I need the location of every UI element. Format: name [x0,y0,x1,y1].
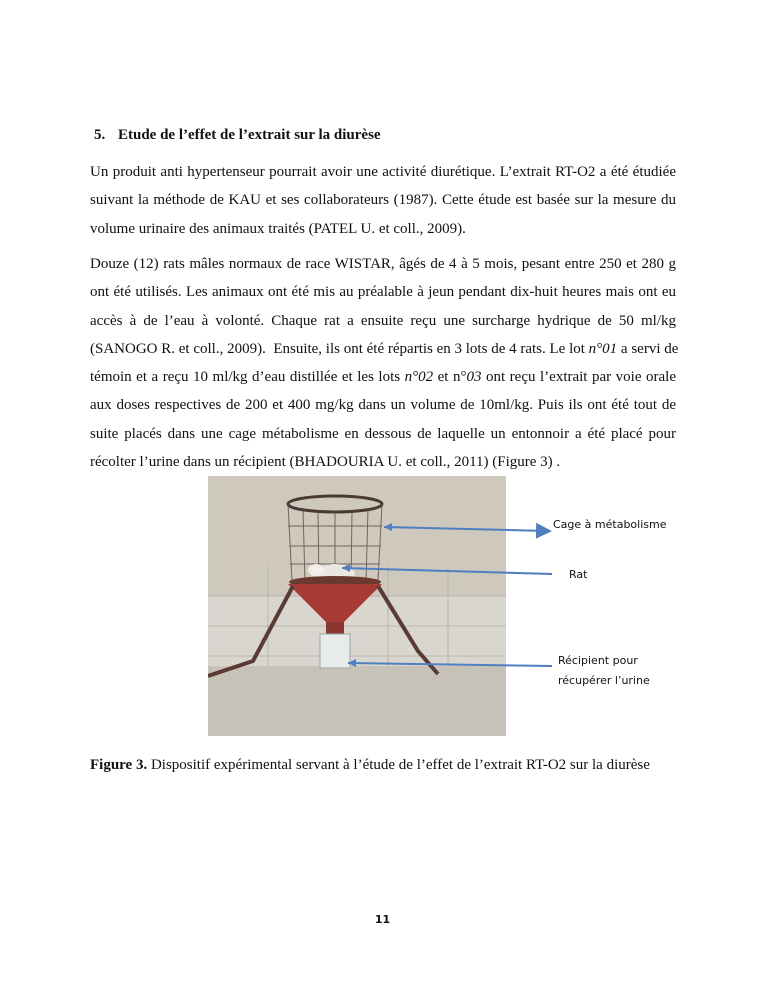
caption-text: Dispositif expérimental servant à l’étude de l’effet de l’extrait RT-O2 sur la diurèse [147,757,650,773]
figure-caption [90,757,650,774]
text-segment: aux doses respectives de 200 et 400 mg/kg dans un volume de 10ml/kg. Puis ils ont été tout de [90,397,676,414]
text-segment: 03 [466,369,482,386]
label-container-2: récupérer l’urine [558,674,650,687]
text-segment: volume urinaire des animaux traités (PATEL U. et coll., 2009). [90,220,466,237]
arrow-cage [384,527,548,531]
page-number: 11 [374,913,391,926]
text-segment: a servi de [617,340,679,357]
text-segment: (SANOGO R. et coll., 2009). Ensuite, ils ont été répartis en 3 lots de 4 rats. Le lot [90,340,589,357]
section-number: 5. [94,127,106,143]
label-cage: Cage à métabolisme [553,518,667,531]
caption-label: Figure 3. [90,757,148,773]
text-segment: suivant la méthode de KAU et ses collaborateurs (1987). Cette étude est basée sur la mesure du [90,192,676,209]
text-segment: n°01 [588,340,618,357]
text-segment: n°02 [404,369,434,386]
text-segment: récolter l’urine dans un récipient (BHADOURIA U. et coll., 2011) (Figure 3) . [90,454,561,471]
text-segment: ont reçu l’extrait par voie orale [481,369,676,386]
text-segment: Un produit anti hypertenseur pourrait avoir une activité diurétique. L’extrait RT-O2 a été étudiée [90,164,676,180]
section-title: Etude de l’effet de l’extrait sur la diurèse [118,127,381,143]
label-container-1: Récipient pour [558,654,638,667]
text-segment: accès à de l’eau à volonté. Chaque rat a ensuite reçu une surcharge hydrique de 50 ml/kg [90,312,676,329]
text-segment: ont été utilisés. Les animaux ont été mis au préalable à jeun pendant dix-huit heures mais ont eu [90,284,676,301]
text-segment: suite placés dans une cage métabolisme en dessous de laquelle un entonnoir a été placé pour [90,425,676,442]
text-segment: témoin et a reçu 10 ml/kg d’eau distillée et les lots [90,369,405,386]
text-segment: et n° [433,369,467,386]
arrow-container [348,663,552,666]
label-rat: Rat [569,568,588,581]
text-segment: Douze (12) rats mâles normaux de race WISTAR, âgés de 4 à 5 mois, pesant entre 250 et 280 g [90,256,676,272]
arrow-rat [342,568,552,574]
